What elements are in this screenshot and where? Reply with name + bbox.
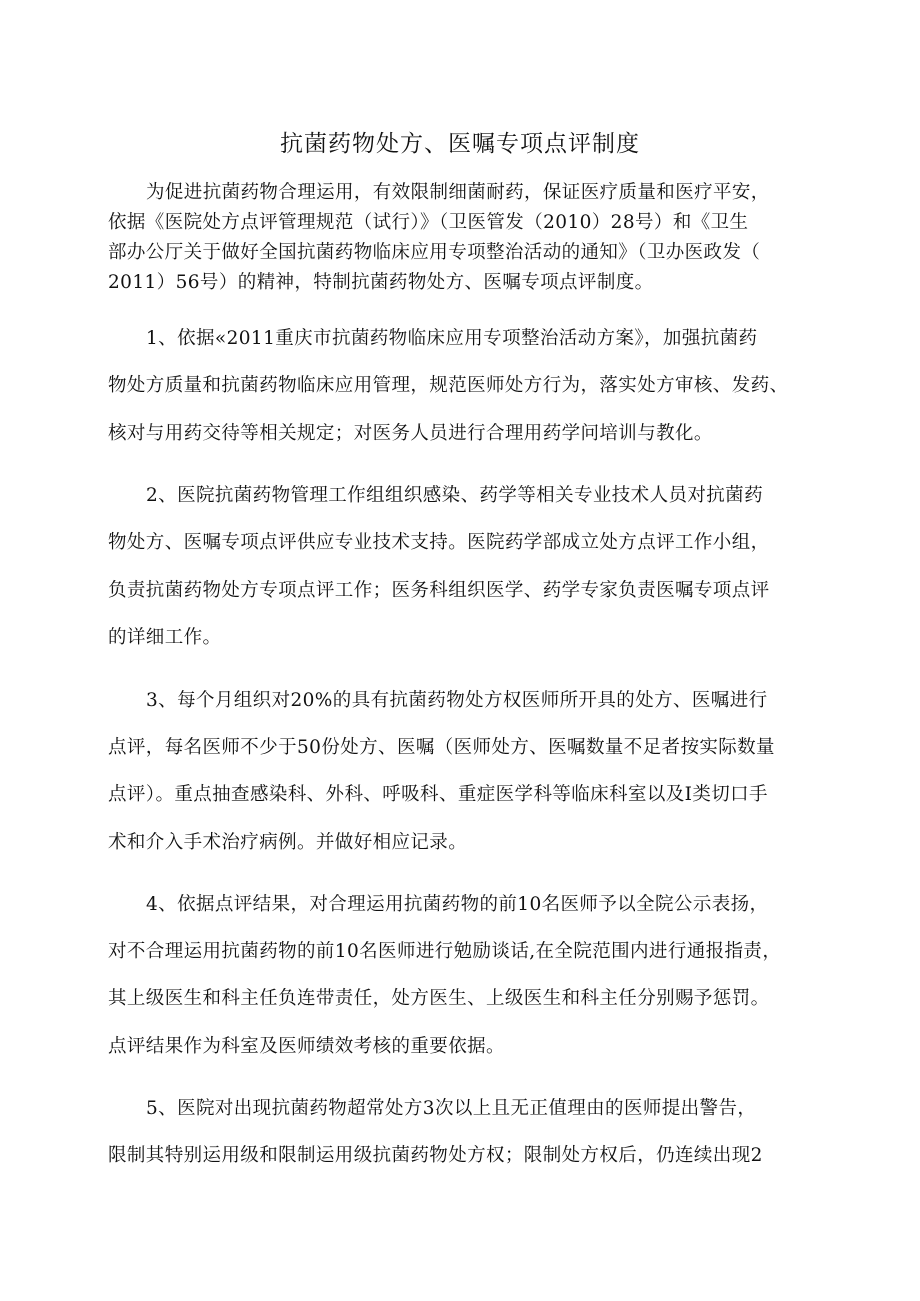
- item2-line: 负责抗菌药物处方专项点评工作；医务科组织医学、药学专家负责医嘱专项点评: [108, 580, 770, 601]
- item2-line: 2、医院抗菌药物管理工作组组织感染、药学等相关专业技术人员对抗菌药: [146, 485, 763, 506]
- item4-line: 其上级医生和科主任负连带责任，处方医生、上级医生和科主任分别赐予惩罚。: [108, 988, 770, 1009]
- item3-line: 3、每个月组织对20%的具有抗菌药物处方权医师所开具的处方、医嘱进行: [146, 690, 768, 711]
- item4-line: 点评结果作为科室及医师绩效考核的重要依据。: [108, 1036, 505, 1057]
- item1-line: 1、依据«2011重庆市抗菌药物临床应用专项整治活动方案》，加强抗菌药: [146, 328, 758, 349]
- item4-line: 对不合理运用抗菌药物的前10名医师进行勉励谈话,在全院范围内进行通报指责，: [108, 941, 782, 962]
- item5-line: 限制其特别运用级和限制运用级抗菌药物处方权；限制处方权后，仍连续出现2: [108, 1145, 763, 1166]
- item1-line: 物处方质量和抗菌药物临床应用管理，规范医师处方行为，落实处方审核、发药、: [108, 375, 789, 396]
- item5-line: 5、医院对出现抗菌药物超常处方3次以上且无正值理由的医师提出警告，: [146, 1098, 757, 1119]
- intro-line: 为促进抗菌药物合理运用，有效限制细菌耐药，保证医疗质量和医疗平安，: [146, 182, 770, 203]
- item4-line: 4、依据点评结果，对合理运用抗菌药物的前10名医师予以全院公示表扬，: [146, 894, 769, 915]
- intro-line: 部办公厅关于做好全国抗菌药物临床应用专项整治活动的通知》（卫办医政发（: [108, 242, 761, 263]
- item3-line: 点评）。重点抽查感染科、外科、呼吸科、重症医学科等临床科室以及I类切口手: [108, 784, 768, 805]
- document-title: 抗菌药物处方、医嘱专项点评制度: [280, 131, 640, 157]
- item3-line: 点评，每名医师不少于50份处方、医嘱（医师处方、医嘱数量不足者按实际数量: [108, 737, 775, 758]
- intro-line: 2011）56号）的精神，特制抗菌药物处方、医嘱专项点评制度。: [108, 272, 654, 293]
- item1-line: 核对与用药交待等相关规定；对医务人员进行合理用药学问培训与教化。: [108, 423, 713, 444]
- item2-line: 物处方、医嘱专项点评供应专业技术支持。医院药学部成立处方点评工作小组，: [108, 532, 770, 553]
- item3-line: 术和介入手术治疗病例。并做好相应记录。: [108, 832, 468, 853]
- item2-line: 的详细工作。: [108, 627, 222, 648]
- intro-line: 依据《医院处方点评管理规范（试行）》（卫医管发（2010）28号）和《卫生: [108, 212, 749, 233]
